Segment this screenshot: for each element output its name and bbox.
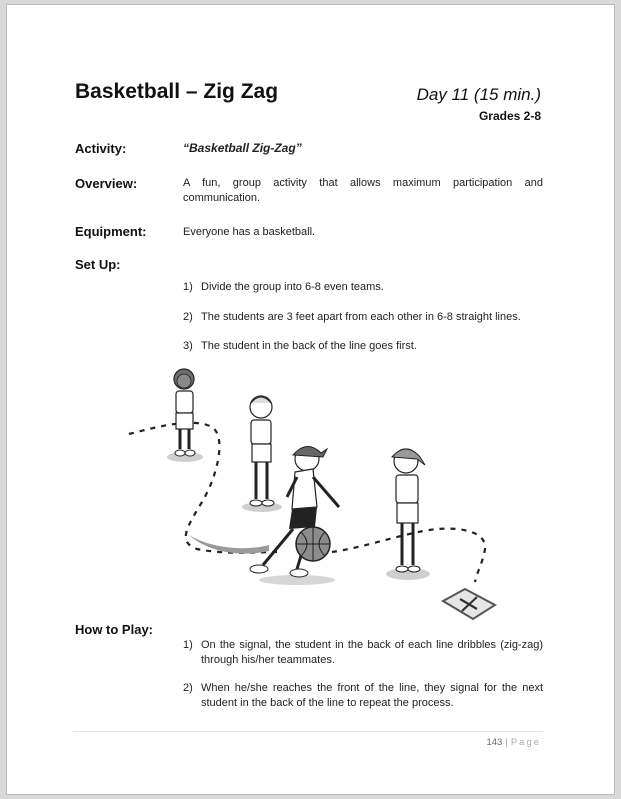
footer-separator: |	[505, 737, 508, 748]
play-step-1	[183, 638, 543, 668]
step-text: The students are 3 feet apart from each other in 6-8 straight lines.	[201, 311, 521, 323]
equipment-text: Everyone has a basketball.	[183, 226, 316, 238]
step-number: 2)	[183, 682, 193, 694]
footer-divider	[73, 731, 543, 732]
student-figure-3	[392, 449, 425, 572]
how-to-play-label: How to Play:	[75, 622, 154, 637]
step-text: When he/she reaches the front of the line, they signal for the next student in the back of the line to repeat the process.	[201, 682, 543, 709]
student-figure-1	[174, 369, 195, 456]
step-text: On the signal, the student in the back of each line dribbles (zig-zag) through his/her teammates.	[201, 639, 543, 666]
setup-step-1	[183, 280, 543, 295]
step-number: 2)	[183, 311, 193, 323]
step-number: 1)	[183, 281, 193, 293]
overview-label: Overview:	[75, 176, 138, 191]
page-footer	[486, 737, 541, 748]
setup-step-2	[183, 310, 543, 325]
day-duration: Day 11 (15 min.)	[416, 85, 541, 104]
activity-label: Activity:	[75, 141, 127, 156]
setup-step-3	[183, 339, 543, 354]
zig-zag-illustration	[117, 357, 507, 627]
setup-label: Set Up:	[75, 257, 121, 272]
finish-marker-icon	[443, 589, 495, 619]
grade-range: Grades 2-8	[478, 109, 541, 123]
activity-name: “Basketball Zig-Zag”	[183, 141, 302, 155]
equipment-label: Equipment:	[75, 224, 147, 239]
overview-text: A fun, group activity that allows maximum participation and communication.	[183, 177, 543, 204]
page-title: Basketball – Zig Zag	[75, 80, 279, 103]
step-text: The student in the back of the line goes first.	[201, 340, 417, 352]
document-page	[6, 4, 615, 795]
student-figure-2	[250, 396, 274, 506]
step-number: 3)	[183, 340, 193, 352]
page-number: 143	[486, 737, 503, 748]
page-label: Page	[510, 737, 541, 748]
step-number: 1)	[183, 639, 193, 651]
step-text: Divide the group into 6-8 even teams.	[201, 281, 384, 293]
play-step-2	[183, 681, 543, 711]
